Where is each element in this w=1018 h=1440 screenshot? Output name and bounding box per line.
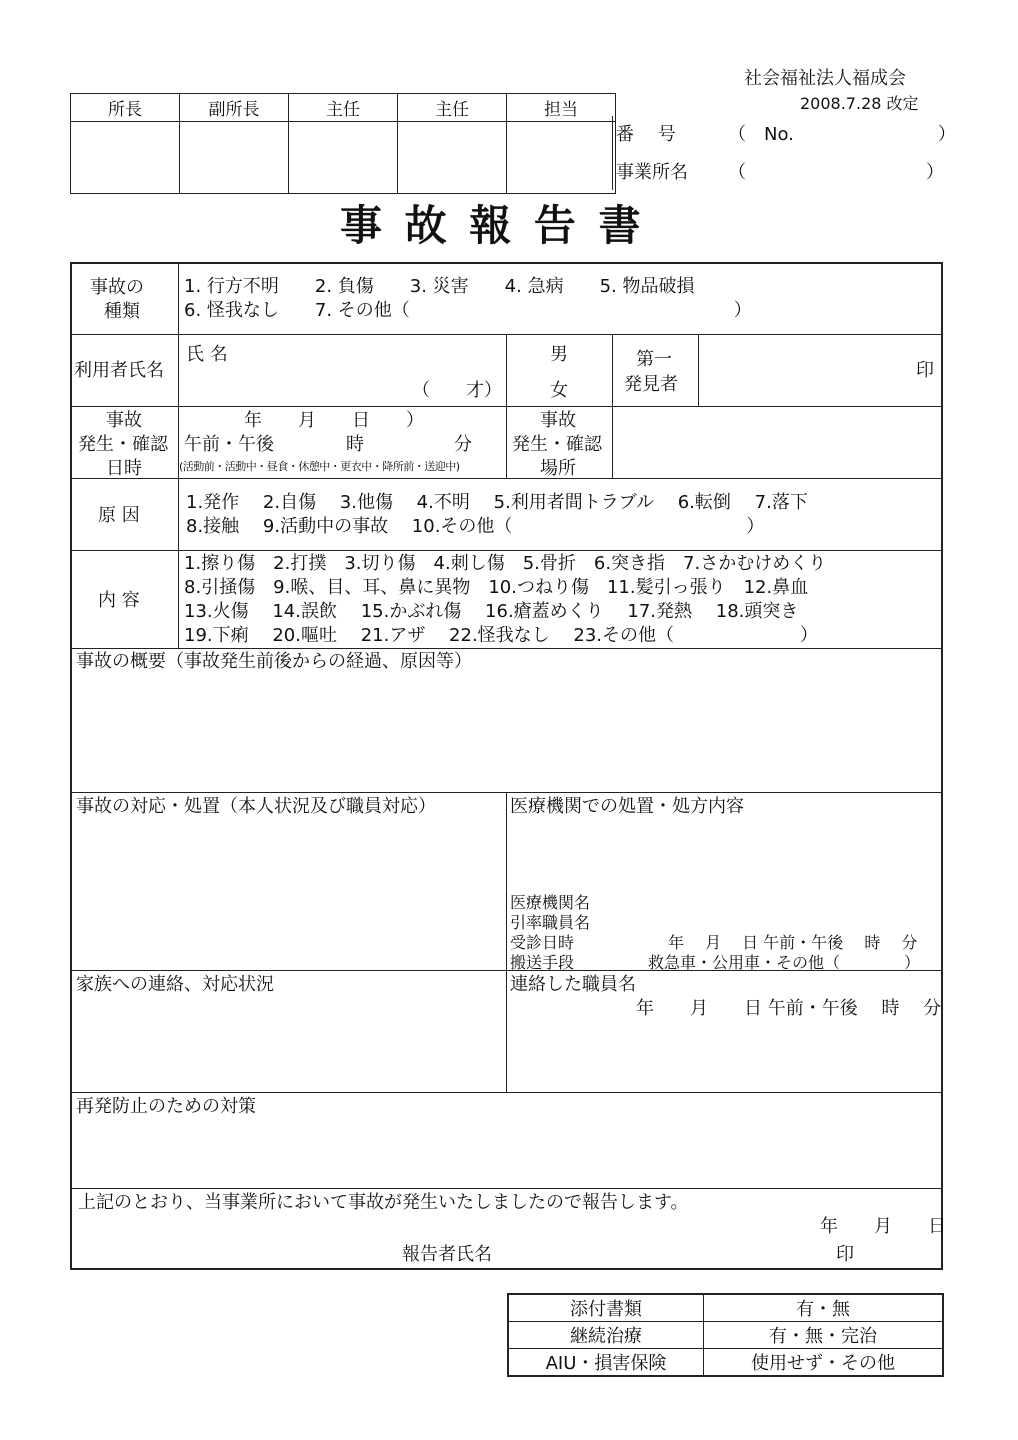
cause-options[interactable]: 8.接触 9.活動中の事故 10.その他（ ） bbox=[186, 516, 765, 537]
transport-label: 搬送手段 bbox=[510, 953, 575, 972]
visit-date-field[interactable]: 年 月 日 午前・午後 時 分 bbox=[668, 933, 918, 952]
approval-stamp-cell[interactable] bbox=[289, 122, 398, 194]
contact-datetime-field[interactable]: 年 月 日 午前・午後 時 分 bbox=[636, 998, 942, 1019]
page-title: 事 故 報 告 書 bbox=[340, 201, 645, 250]
response-input[interactable] bbox=[76, 822, 500, 966]
first-finder-label: 第一 bbox=[636, 349, 672, 370]
place-label: 事故 bbox=[540, 410, 576, 431]
place-label: 発生・確認 bbox=[512, 434, 602, 455]
accident-type-options[interactable]: 6. 怪我なし 7. その他（ ） bbox=[184, 300, 752, 321]
medical-input[interactable] bbox=[510, 822, 934, 888]
datetime-label: 事故 bbox=[106, 410, 142, 431]
accident-type-label: 種類 bbox=[104, 301, 140, 322]
org-name: 社会福祉法人福成会 bbox=[744, 68, 906, 89]
institution-label: 医療機関名 bbox=[510, 893, 591, 912]
attachment-label: AIU・損害保険 bbox=[508, 1349, 704, 1377]
gender-female[interactable]: 女 bbox=[550, 380, 568, 401]
attachment-value[interactable]: 使用せず・その他 bbox=[704, 1349, 944, 1377]
response-label: 事故の対応・処置（本人状況及び職員対応） bbox=[76, 796, 436, 817]
user-name-label: 利用者氏名 bbox=[74, 360, 164, 381]
place-input[interactable] bbox=[618, 412, 934, 472]
name-label: 氏 名 bbox=[186, 344, 228, 365]
contact-staff-label: 連絡した職員名 bbox=[510, 974, 636, 995]
approval-header: 主任 bbox=[289, 94, 398, 122]
first-finder-label: 発見者 bbox=[624, 374, 678, 395]
reporter-name-input[interactable] bbox=[520, 1244, 810, 1266]
number-field[interactable]: （ No. ） bbox=[728, 124, 956, 145]
transport-options[interactable]: 救急車・公用車・その他（ ） bbox=[648, 953, 921, 972]
number-label: 番 号 bbox=[616, 124, 676, 145]
attachment-label: 添付書類 bbox=[508, 1294, 704, 1322]
reporter-name-label: 報告者氏名 bbox=[402, 1244, 492, 1265]
approval-stamp-cell[interactable] bbox=[180, 122, 289, 194]
prevention-label: 再発防止のための対策 bbox=[76, 1096, 256, 1117]
family-contact-input[interactable] bbox=[76, 1000, 500, 1088]
office-field[interactable]: （ ） bbox=[728, 162, 944, 183]
family-contact-label: 家族への連絡、対応状況 bbox=[76, 974, 274, 995]
report-statement: 上記のとおり、当事業所において事故が発生いたしましたので報告します。 bbox=[78, 1192, 689, 1213]
report-date-field[interactable]: 年 月 日 bbox=[820, 1216, 946, 1237]
attachment-label: 継続治療 bbox=[508, 1322, 704, 1349]
seal-mark: 印 bbox=[916, 360, 934, 381]
attachments-table bbox=[507, 1293, 944, 1377]
approval-stamp-cell[interactable] bbox=[398, 122, 507, 194]
approval-stamp-table bbox=[70, 93, 616, 194]
date-field[interactable]: 年 月 日 ） bbox=[244, 410, 424, 431]
approval-stamp-cell[interactable] bbox=[507, 122, 616, 194]
age-field[interactable]: （ 才） bbox=[412, 380, 502, 401]
content-label: 内 容 bbox=[98, 590, 140, 611]
gender-male[interactable]: 男 bbox=[550, 344, 568, 365]
approval-header: 主任 bbox=[398, 94, 507, 122]
cause-label: 原 因 bbox=[98, 505, 140, 526]
revision-date: 2008.7.28 改定 bbox=[800, 94, 919, 113]
prevention-input[interactable] bbox=[76, 1122, 936, 1184]
approval-header: 所長 bbox=[71, 94, 180, 122]
place-label: 場所 bbox=[540, 458, 576, 479]
visit-date-label: 受診日時 bbox=[510, 933, 575, 952]
office-label: 事業所名 bbox=[616, 162, 688, 183]
activity-options[interactable]: (活動前・活動中・昼食・休憩中・更衣中・降所前・送迎中) bbox=[179, 460, 460, 473]
escort-staff-label: 引率職員名 bbox=[510, 913, 591, 932]
content-options[interactable]: 1.擦り傷 2.打撲 3.切り傷 4.刺し傷 5.骨折 6.突き指 7.さかむけめくり bbox=[184, 553, 827, 574]
summary-input[interactable] bbox=[76, 676, 936, 786]
first-finder-input[interactable] bbox=[704, 340, 904, 400]
cause-options[interactable]: 1.発作 2.自傷 3.他傷 4.不明 5.利用者間トラブル 6.転倒 7.落下 bbox=[186, 492, 808, 513]
summary-label: 事故の概要（事故発生前後からの経過、原因等） bbox=[76, 651, 472, 672]
reporter-seal-mark: 印 bbox=[836, 1244, 854, 1265]
medical-label: 医療機関での処置・処方内容 bbox=[510, 796, 744, 817]
datetime-label: 日時 bbox=[106, 458, 142, 479]
content-options[interactable]: 13.火傷 14.誤飲 15.かぶれ傷 16.瘡蓋めくり 17.発熱 18.頭突き bbox=[184, 601, 799, 622]
approval-header: 担当 bbox=[507, 94, 616, 122]
content-options[interactable]: 19.下痢 20.嘔吐 21.アザ 22.怪我なし 23.その他（ ） bbox=[184, 625, 819, 646]
datetime-label: 発生・確認 bbox=[78, 434, 168, 455]
accident-type-options[interactable]: 1. 行方不明 2. 負傷 3. 災害 4. 急病 5. 物品破損 bbox=[184, 276, 695, 297]
approval-stamp-cell[interactable] bbox=[71, 122, 180, 194]
attachment-value[interactable]: 有・無 bbox=[704, 1294, 944, 1322]
content-options[interactable]: 8.引掻傷 9.喉、目、耳、鼻に異物 10.つねり傷 11.髪引っ張り 12.鼻血 bbox=[184, 577, 809, 598]
accident-type-label: 事故の bbox=[90, 277, 144, 298]
time-field[interactable]: 午前・午後 時 分 bbox=[184, 434, 472, 455]
attachment-value[interactable]: 有・無・完治 bbox=[704, 1322, 944, 1349]
approval-header: 副所長 bbox=[180, 94, 289, 122]
